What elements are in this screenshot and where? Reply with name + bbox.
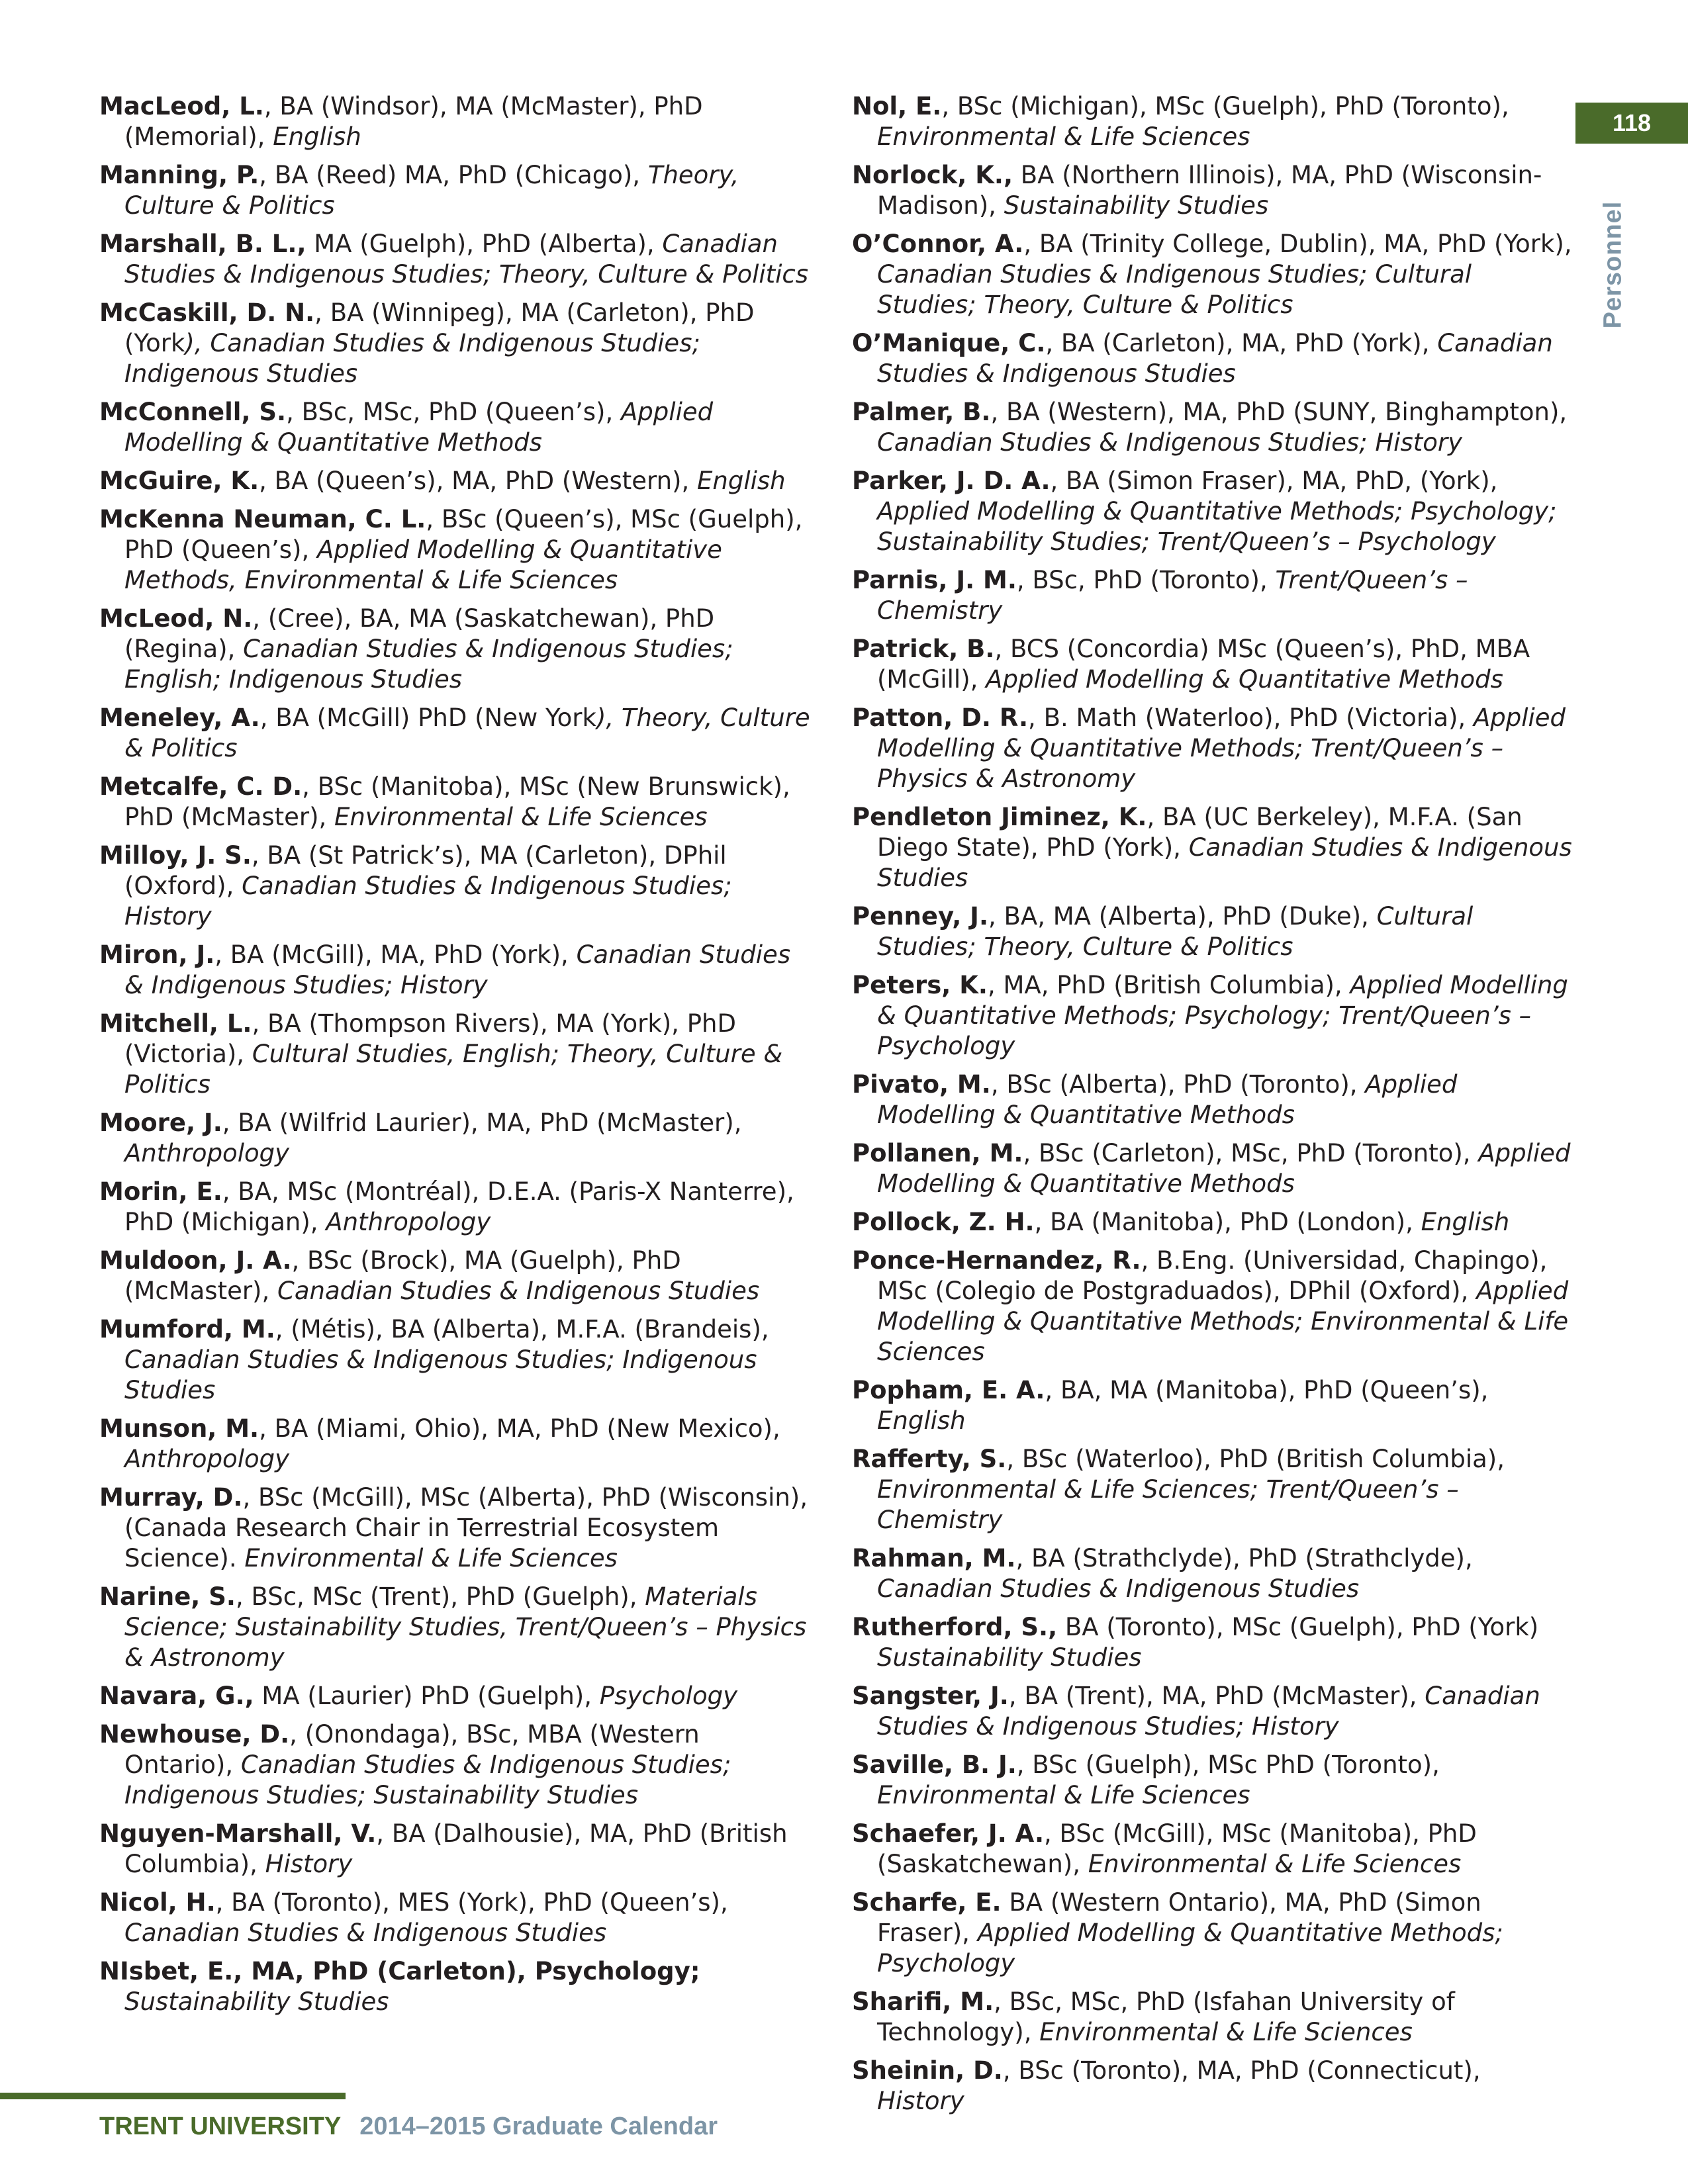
entry-fields: Psychology bbox=[599, 1682, 737, 1710]
entry-details: , BSc (Alberta), PhD (Toronto), bbox=[990, 1070, 1366, 1099]
entry-fields: Applied Modelling & Quantitative Methods bbox=[877, 1070, 1458, 1129]
entry-details: , BA (Trinity College, Dublin), MA, PhD (York), bbox=[1023, 230, 1572, 258]
left-column bbox=[99, 91, 814, 2025]
personnel-entry bbox=[852, 901, 1573, 962]
entry-fields: Applied Modelling & Quantitative Methods; Trent/Queen’s – Physics & Astronomy bbox=[877, 704, 1566, 793]
entry-details: , BA (St Patrick’s), MA (Carleton), DPhil (Oxford), bbox=[124, 841, 727, 900]
entry-details: , (Onondaga), BSc, MBA (Western Ontario), bbox=[124, 1720, 700, 1779]
personnel-entry bbox=[99, 841, 814, 932]
section-label: Personnel bbox=[1599, 201, 1627, 329]
personnel-entry bbox=[99, 1314, 814, 1406]
entry-name: McGuire, K. bbox=[99, 467, 259, 495]
entry-fields: Canadian Studies & Indigenous Studies bbox=[277, 1277, 760, 1305]
personnel-entry bbox=[852, 1246, 1573, 1367]
personnel-entry bbox=[852, 703, 1573, 794]
personnel-entry bbox=[852, 1207, 1573, 1238]
entry-fields: Trent/Queen’s – Chemistry bbox=[877, 566, 1468, 625]
personnel-entry bbox=[852, 1888, 1573, 1979]
entry-details: , BA (Wilfrid Laurier), MA, PhD (McMaster), bbox=[222, 1109, 742, 1137]
entry-name: Patrick, B. bbox=[852, 635, 995, 663]
personnel-entry bbox=[99, 772, 814, 833]
personnel-entry bbox=[852, 328, 1573, 389]
entry-name: Milloy, J. S. bbox=[99, 841, 252, 870]
entry-details: , BA (UC Berkeley), M.F.A. (San Diego State), PhD (York), bbox=[877, 803, 1523, 862]
personnel-entry bbox=[99, 504, 814, 596]
entry-fields: Applied Modelling & Quantitative Methods bbox=[877, 1139, 1571, 1198]
entry-fields: History bbox=[265, 1850, 353, 1878]
entry-details: , BA (Simon Fraser), MA, PhD, (York), bbox=[1050, 467, 1498, 495]
personnel-entry bbox=[852, 802, 1573, 893]
entry-name: O’Manique, C. bbox=[852, 329, 1046, 357]
entry-name: Saville, B. J. bbox=[852, 1751, 1017, 1779]
entry-name: Pivato, M. bbox=[852, 1070, 991, 1099]
entry-details: , BSc (Manitoba), MSc (New Brunswick), PhD (McMaster), bbox=[124, 772, 790, 831]
personnel-entry bbox=[852, 466, 1573, 557]
entry-details: , BA (McGill), MA, PhD (York), bbox=[214, 940, 577, 969]
entry-name: Morin, E. bbox=[99, 1177, 222, 1206]
entry-fields: Environmental & Life Sciences bbox=[244, 1544, 618, 1572]
personnel-entry bbox=[99, 1582, 814, 1673]
entry-details: , BSc, MSc (Trent), PhD (Guelph), bbox=[235, 1582, 645, 1611]
personnel-entry bbox=[99, 1482, 814, 1574]
entry-name: Nicol, H. bbox=[99, 1888, 216, 1917]
entry-fields: Theory, Culture & Politics bbox=[124, 161, 739, 220]
entry-fields: Environmental & Life Sciences bbox=[334, 803, 708, 831]
entry-name: Navara, G., bbox=[99, 1682, 254, 1710]
entry-details: , BSc, MSc, PhD (Queen’s), bbox=[286, 398, 621, 426]
entry-fields: Cultural Studies, English; Theory, Culture & Politics bbox=[124, 1040, 783, 1099]
entry-fields: Sustainability Studies bbox=[877, 1643, 1142, 1672]
entry-fields: Materials Science; Sustainability Studies, Trent/Queen’s – Physics & Astronomy bbox=[124, 1582, 807, 1672]
entry-name: Miron, J. bbox=[99, 940, 215, 969]
entry-fields: History bbox=[877, 2087, 964, 2115]
personnel-entry bbox=[99, 397, 814, 458]
entry-fields: English bbox=[1421, 1208, 1510, 1236]
entry-details: BA (Northern Illinois), MA, PhD (Wisconsin-Madison), bbox=[877, 161, 1542, 220]
entry-fields: English bbox=[697, 467, 786, 495]
entry-fields: Canadian Studies & Indigenous Studies; History bbox=[877, 1682, 1540, 1741]
entry-fields: Applied Modelling & Quantitative Methods; Psychology; Trent/Queen’s – Psychology bbox=[877, 971, 1568, 1060]
entry-details: , BSc (McGill), MSc (Alberta), PhD (Wisconsin), (Canada Research Chair in Terrestrial Ecosystem Science). bbox=[124, 1483, 808, 1572]
entry-name: Sangster, J. bbox=[852, 1682, 1009, 1710]
entry-details: , BA (Trent), MA, PhD (McMaster), bbox=[1008, 1682, 1425, 1710]
entry-fields: Canadian Studies & Indigenous Studies bbox=[877, 833, 1572, 892]
entry-details: , BA (Western), MA, PhD (SUNY, Binghampton), bbox=[990, 398, 1568, 426]
personnel-entry bbox=[852, 1543, 1573, 1604]
entry-details: , BA (Toronto), MES (York), PhD (Queen’s), bbox=[215, 1888, 728, 1917]
personnel-entry bbox=[852, 1069, 1573, 1130]
entry-name: Manning, P. bbox=[99, 161, 259, 189]
footer-rule bbox=[0, 2093, 346, 2099]
footer bbox=[99, 2113, 718, 2141]
personnel-entry bbox=[852, 229, 1573, 320]
entry-name: Meneley, A. bbox=[99, 704, 260, 732]
entry-name: Patton, D. R. bbox=[852, 704, 1029, 732]
personnel-entry bbox=[99, 1719, 814, 1811]
personnel-entry bbox=[852, 1681, 1573, 1742]
entry-fields: Environmental & Life Sciences bbox=[877, 122, 1250, 151]
entry-fields: Environmental & Life Sciences bbox=[877, 1781, 1250, 1809]
entry-name: Popham, E. A. bbox=[852, 1376, 1045, 1404]
entry-details: , BSc (Queen’s), MSc (Guelph), PhD (Queen’s), bbox=[124, 505, 803, 564]
entry-fields: ), Canadian Studies & Indigenous Studies; Indigenous Studies bbox=[124, 329, 700, 388]
personnel-entry bbox=[99, 940, 814, 1001]
entry-fields: Canadian Studies & Indigenous Studies; History bbox=[124, 940, 791, 999]
entry-details: , BA, MSc (Montréal), D.E.A. (Paris-X Nanterre), PhD (Michigan), bbox=[124, 1177, 794, 1236]
entry-details: , BSc (Waterloo), PhD (British Columbia), bbox=[1006, 1445, 1505, 1473]
entry-name: Mitchell, L. bbox=[99, 1009, 252, 1038]
personnel-entry bbox=[99, 1246, 814, 1306]
entry-name: McConnell, S. bbox=[99, 398, 287, 426]
entry-fields: English bbox=[877, 1406, 966, 1435]
entry-name: Marshall, B. L., bbox=[99, 230, 306, 258]
personnel-entry bbox=[99, 1956, 814, 2017]
entry-details: , BSc (Brock), MA (Guelph), PhD (McMaster), bbox=[124, 1246, 681, 1305]
personnel-entry bbox=[99, 160, 814, 221]
entry-name: Scharfe, E. bbox=[852, 1888, 1002, 1917]
entry-fields: Applied Modelling & Quantitative Methods bbox=[986, 665, 1503, 694]
entry-name: Pendleton Jiminez, K. bbox=[852, 803, 1147, 831]
entry-fields: English bbox=[273, 122, 361, 151]
entry-details: , BA, MA (Alberta), PhD (Duke), bbox=[988, 902, 1377, 931]
entry-details: BA (Western Ontario), MA, PhD (Simon Fraser), bbox=[877, 1888, 1481, 1947]
entry-fields: Environmental & Life Sciences bbox=[1088, 1850, 1462, 1878]
entry-fields: Canadian Studies & Indigenous Studies; History bbox=[124, 872, 732, 931]
entry-name: Parker, J. D. A. bbox=[852, 467, 1051, 495]
footer-calendar: 2014–2015 Graduate Calendar bbox=[359, 2113, 718, 2140]
entry-fields: Canadian Studies & Indigenous Studies; Cultural Studies; Theory, Culture & Politics bbox=[877, 260, 1472, 319]
entry-fields: Environmental & Life Sciences; Trent/Queen’s – Chemistry bbox=[877, 1475, 1459, 1534]
personnel-entry bbox=[852, 1750, 1573, 1811]
personnel-entry bbox=[852, 160, 1573, 221]
entry-name: Norlock, K., bbox=[852, 161, 1013, 189]
entry-name: Newhouse, D. bbox=[99, 1720, 290, 1749]
personnel-entry bbox=[852, 1819, 1573, 1880]
personnel-entry bbox=[99, 298, 814, 389]
entry-fields: Cultural Studies; Theory, Culture & Politics bbox=[877, 902, 1474, 961]
personnel-entry bbox=[99, 604, 814, 695]
entry-name: McKenna Neuman, C. L. bbox=[99, 505, 426, 533]
entry-details: , BSc (Toronto), MA, PhD (Connecticut), bbox=[1002, 2056, 1481, 2085]
entry-name: Nol, E. bbox=[852, 92, 942, 120]
entry-details: , (Métis), BA (Alberta), M.F.A. (Brandeis), bbox=[275, 1315, 769, 1343]
entry-name: Pollock, Z. H. bbox=[852, 1208, 1035, 1236]
personnel-entry bbox=[99, 91, 814, 152]
entry-fields: Canadian Studies & Indigenous Studies; Indigenous Studies bbox=[124, 1345, 757, 1404]
personnel-entry bbox=[852, 397, 1573, 458]
personnel-entry bbox=[99, 1681, 814, 1711]
entry-name: Narine, S. bbox=[99, 1582, 236, 1611]
page-number-tab bbox=[1575, 103, 1688, 144]
entry-details: , B. Math (Waterloo), PhD (Victoria), bbox=[1028, 704, 1474, 732]
entry-fields: Canadian Studies & Indigenous Studies; History bbox=[877, 428, 1462, 457]
entry-fields: Applied Modelling & Quantitative Methods; Psychology bbox=[877, 1919, 1503, 1978]
entry-name: Muldoon, J. A. bbox=[99, 1246, 292, 1275]
entry-details: , BSc (Carleton), MSc, PhD (Toronto), bbox=[1023, 1139, 1479, 1167]
entry-details: , BSc, MSc, PhD (Isfahan University of Technology), bbox=[877, 1987, 1455, 2046]
entry-fields: Anthropology bbox=[124, 1445, 289, 1473]
page-number: 118 bbox=[1612, 109, 1652, 136]
entry-name: Nguyen-Marshall, V. bbox=[99, 1819, 377, 1848]
entry-details: , BA (Thompson Rivers), MA (York), PhD (Victoria), bbox=[124, 1009, 736, 1068]
entry-details: , BSc (Michigan), MSc (Guelph), PhD (Toronto), bbox=[941, 92, 1509, 120]
entry-details: , BSc (Guelph), MSc PhD (Toronto), bbox=[1016, 1751, 1440, 1779]
entry-name: Palmer, B. bbox=[852, 398, 991, 426]
personnel-entry bbox=[852, 970, 1573, 1062]
entry-details: , B.Eng. (Universidad, Chapingo), MSc (Colegio de Postgraduados), DPhil (Oxford), bbox=[877, 1246, 1548, 1305]
personnel-entry bbox=[852, 1444, 1573, 1535]
entry-name: Sheinin, D. bbox=[852, 2056, 1003, 2085]
entry-details: , BA (Strathclyde), PhD (Strathclyde), bbox=[1015, 1544, 1473, 1572]
personnel-entry bbox=[852, 1138, 1573, 1199]
entry-fields: Sustainability Studies bbox=[124, 1987, 389, 2016]
entry-name: Rafferty, S. bbox=[852, 1445, 1007, 1473]
personnel-entry bbox=[99, 466, 814, 496]
right-column bbox=[852, 91, 1573, 2124]
personnel-entry bbox=[99, 1819, 814, 1880]
entry-name: O’Connor, A. bbox=[852, 230, 1024, 258]
entry-details: , BSc, PhD (Toronto), bbox=[1016, 566, 1276, 594]
entry-fields: Canadian Studies & Indigenous Studies bbox=[877, 329, 1553, 388]
footer-university: TRENT UNIVERSITY bbox=[99, 2113, 342, 2140]
entry-name: MacLeod, L. bbox=[99, 92, 264, 120]
entry-name: Parnis, J. M. bbox=[852, 566, 1017, 594]
entry-fields: Environmental & Life Sciences bbox=[1039, 2018, 1413, 2046]
entry-name: Pollanen, M. bbox=[852, 1139, 1023, 1167]
entry-details: BA (Toronto), MSc (Guelph), PhD (York) bbox=[1057, 1613, 1539, 1641]
entry-fields: Applied Modelling & Quantitative Methods, Environmental & Life Sciences bbox=[124, 535, 722, 594]
entry-details: , MA, PhD (British Columbia), bbox=[987, 971, 1350, 999]
entry-details: , BCS (Concordia) MSc (Queen’s), PhD, MBA (McGill), bbox=[877, 635, 1530, 694]
entry-fields: Applied Modelling & Quantitative Methods; Psychology; Sustainability Studies; Trent/Queen’s – Psychology bbox=[877, 497, 1557, 556]
personnel-entry bbox=[852, 91, 1573, 152]
entry-name: McCaskill, D. N. bbox=[99, 298, 315, 327]
entry-name: Moore, J. bbox=[99, 1109, 222, 1137]
entry-name: Rahman, M. bbox=[852, 1544, 1016, 1572]
personnel-entry bbox=[852, 1612, 1573, 1673]
entry-details: , BA (Dalhousie), MA, PhD (British Columbia), bbox=[124, 1819, 788, 1878]
personnel-entry bbox=[852, 634, 1573, 695]
personnel-entry bbox=[99, 1108, 814, 1169]
personnel-entry bbox=[99, 229, 814, 290]
entry-fields: Applied Modelling & Quantitative Methods; Environmental & Life Sciences bbox=[877, 1277, 1569, 1366]
entry-name: Schaefer, J. A. bbox=[852, 1819, 1045, 1848]
entry-fields: Anthropology bbox=[326, 1208, 491, 1236]
entry-fields: Canadian Studies & Indigenous Studies bbox=[877, 1574, 1360, 1603]
entry-details: , BA (Reed) MA, PhD (Chicago), bbox=[259, 161, 648, 189]
entry-details: MA (Laurier) PhD (Guelph), bbox=[254, 1682, 600, 1710]
personnel-entry bbox=[99, 1888, 814, 1948]
entry-details: , BA (McGill) PhD (New York bbox=[259, 704, 596, 732]
entry-name: McLeod, N. bbox=[99, 604, 253, 633]
entry-details: , BA (Carleton), MA, PhD (York), bbox=[1045, 329, 1438, 357]
entry-name: Sharifi, M. bbox=[852, 1987, 994, 2016]
entry-fields: Sustainability Studies bbox=[1004, 191, 1269, 220]
entry-fields: Canadian Studies & Indigenous Studies; Indigenous Studies; Sustainability Studies bbox=[124, 1751, 731, 1809]
entry-name: Rutherford, S., bbox=[852, 1613, 1058, 1641]
entry-fields: Canadian Studies & Indigenous Studies; English; Indigenous Studies bbox=[124, 635, 733, 694]
entry-name: Ponce-Hernandez, R. bbox=[852, 1246, 1141, 1275]
personnel-entry bbox=[99, 1009, 814, 1100]
personnel-entry bbox=[99, 1177, 814, 1238]
entry-name: Metcalfe, C. D. bbox=[99, 772, 303, 801]
entry-name: Murray, D. bbox=[99, 1483, 243, 1512]
entry-details: MA (Guelph), PhD (Alberta), bbox=[306, 230, 663, 258]
entry-details: , BA (Windsor), MA (McMaster), PhD (Memorial), bbox=[124, 92, 703, 151]
entry-details: , BA (Winnipeg), MA (Carleton), PhD (York bbox=[124, 298, 755, 357]
entry-name: Mumford, M. bbox=[99, 1315, 275, 1343]
entry-name: Penney, J. bbox=[852, 902, 988, 931]
entry-details: , (Cree), BA, MA (Saskatchewan), PhD (Regina), bbox=[124, 604, 715, 663]
entry-name: Peters, K. bbox=[852, 971, 988, 999]
entry-details: , BA (Manitoba), PhD (London), bbox=[1034, 1208, 1421, 1236]
entry-details: , BA (Queen’s), MA, PhD (Western), bbox=[259, 467, 698, 495]
entry-name: NIsbet, E., MA, PhD (Carleton), Psychology; bbox=[99, 1957, 700, 1985]
entry-name: Munson, M. bbox=[99, 1414, 259, 1443]
personnel-entry bbox=[99, 1414, 814, 1475]
entry-details: , BA (Miami, Ohio), MA, PhD (New Mexico), bbox=[259, 1414, 780, 1443]
personnel-entry bbox=[852, 565, 1573, 626]
entry-fields: Applied Modelling & Quantitative Methods bbox=[124, 398, 714, 457]
entry-details: , BA, MA (Manitoba), PhD (Queen’s), bbox=[1045, 1376, 1489, 1404]
entry-details: , BSc (McGill), MSc (Manitoba), PhD (Saskatchewan), bbox=[877, 1819, 1477, 1878]
personnel-entry bbox=[852, 1375, 1573, 1436]
personnel-entry bbox=[852, 1987, 1573, 2048]
entry-fields: Anthropology bbox=[124, 1139, 289, 1167]
personnel-entry bbox=[852, 2056, 1573, 2116]
entry-fields: Canadian Studies & Indigenous Studies bbox=[124, 1919, 607, 1947]
entry-fields: Canadian Studies & Indigenous Studies; Theory, Culture & Politics bbox=[124, 230, 809, 289]
entry-fields: ), Theory, Culture & Politics bbox=[124, 704, 810, 762]
personnel-entry bbox=[99, 703, 814, 764]
